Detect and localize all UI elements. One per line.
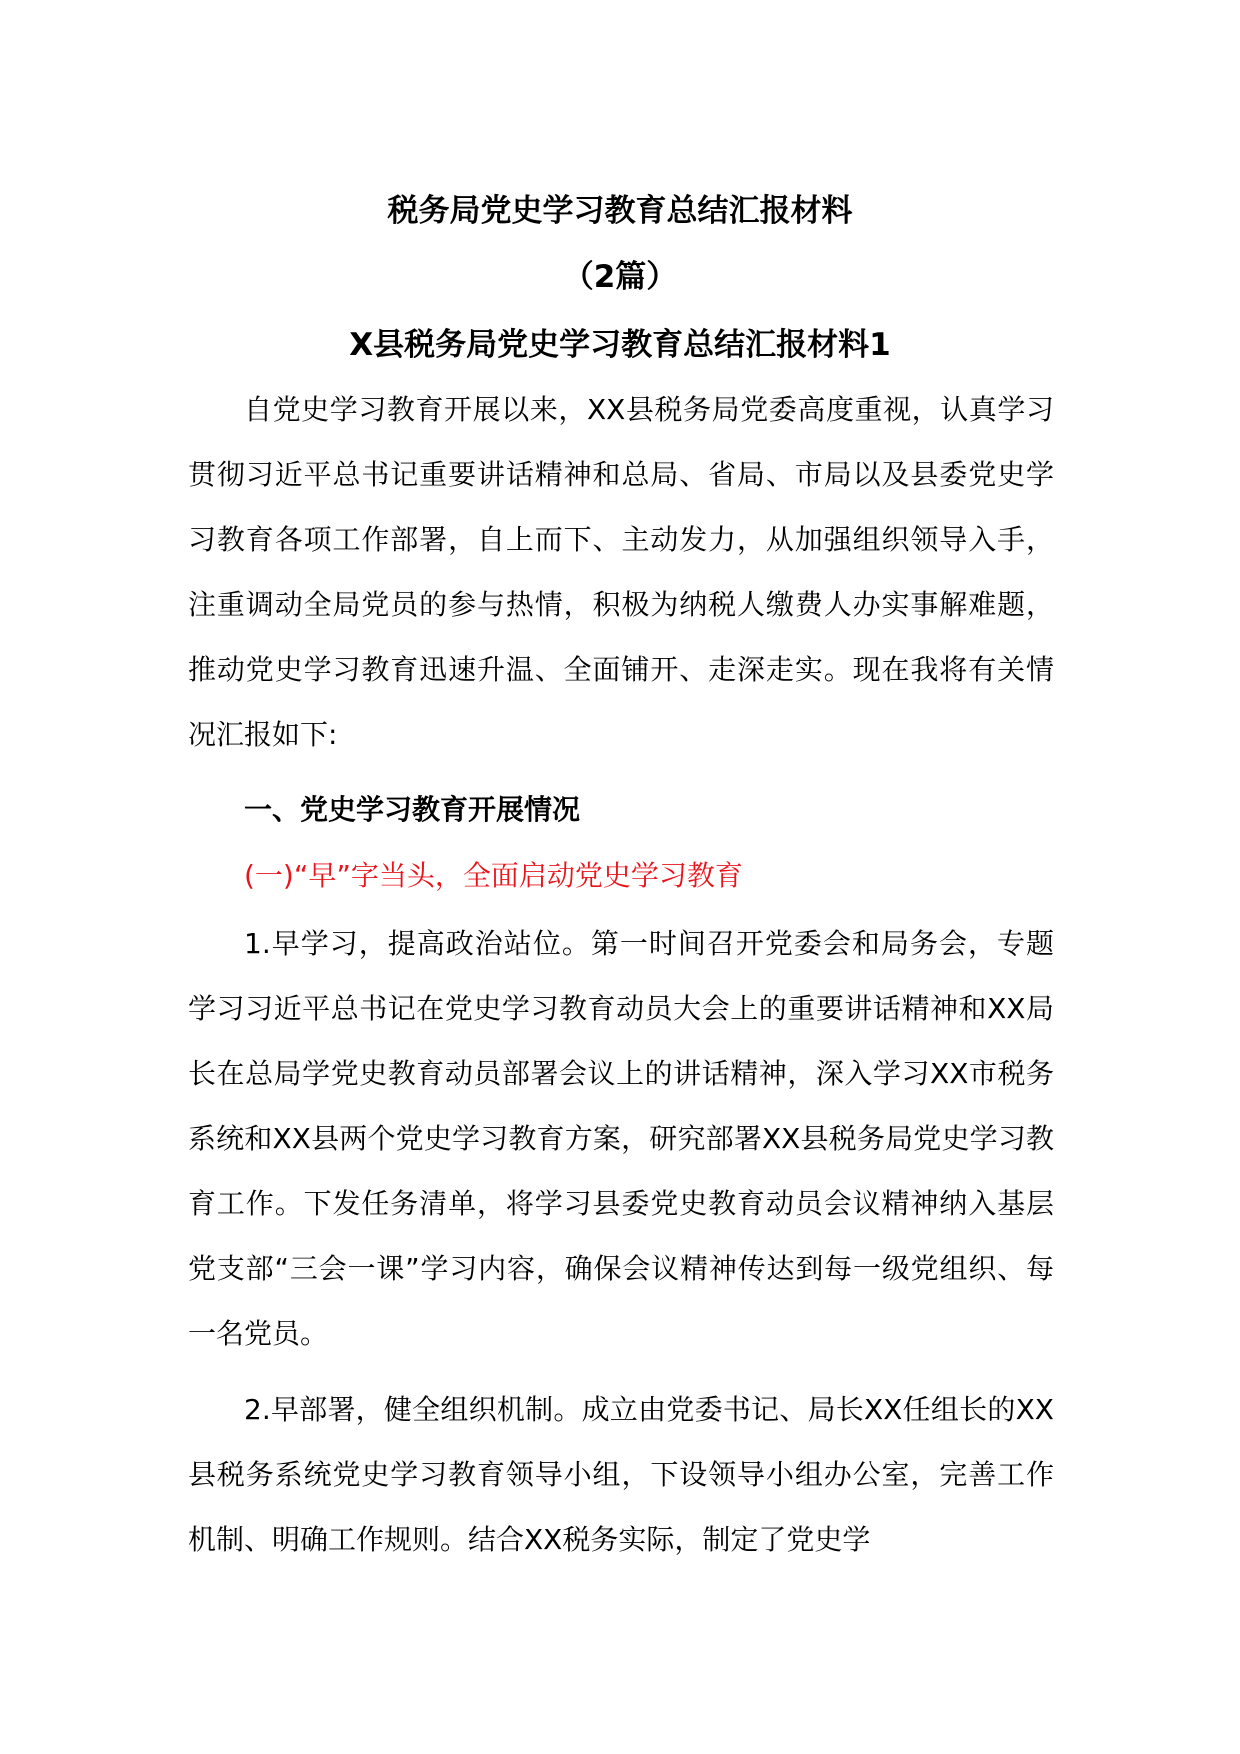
title-block	[0, 178, 1240, 378]
document-title: 税务局党史学习教育总结汇报材料	[387, 193, 853, 229]
body-paragraph-1: 1.早学习，提高政治站位。第一时间召开党委会和局务会，专题学习习近平总书记在党史学习教育动员大会上的重要讲话精神和XX局长在总局学党史教育动员部署会议上的讲话精神，深入学习XX市税务系统和XX县两个党史学习教育方案，研究部署XX县税务局党史学习教育工作。下发任务清单，将学习县委党史教育动员会议精神纳入基层党支部“三会一课”学习内容，确保会议精神传达到每一级党组织、每一名党员。	[188, 927, 1054, 1350]
document-title-count: （2篇）	[562, 259, 678, 295]
subsection-heading: (一)“早”字当头，全面启动党史学习教育	[244, 859, 743, 892]
body-paragraph-2: 2.早部署，健全组织机制。成立由党委书记、局长XX任组长的XX县税务系统党史学习教育领导小组，下设领导小组办公室，完善工作机制、明确工作规则。结合XX税务实际，制定了党史学	[188, 1393, 1054, 1556]
article-title: X县税务局党史学习教育总结汇报材料1	[349, 327, 891, 363]
document-body	[188, 377, 1054, 1572]
intro-paragraph: 自党史学习教育开展以来，XX县税务局党委高度重视，认真学习贯彻习近平总书记重要讲话精神和总局、省局、市局以及县委党史学习教育各项工作部署，自上而下、主动发力，从加强组织领导入手，注重调动全局党员的参与热情，积极为纳税人缴费人办实事解难题，推动党史学习教育迅速升温、全面铺开、走深走实。现在我将有关情况汇报如下:	[188, 393, 1054, 751]
section-heading: 一、党史学习教育开展情况	[244, 793, 581, 826]
